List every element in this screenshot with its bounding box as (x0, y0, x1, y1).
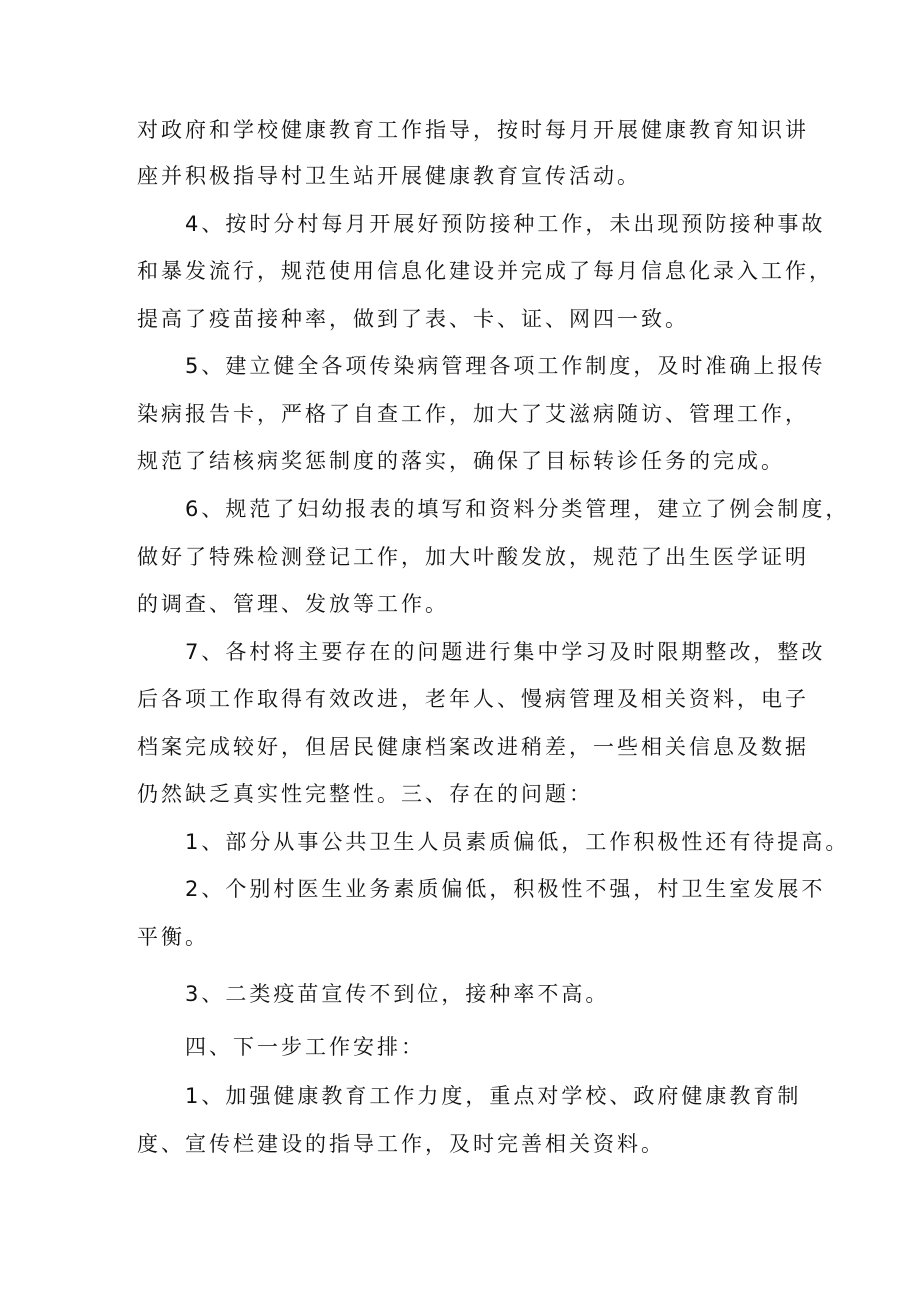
body-text-line: 提高了疫苗接种率，做到了表、卡、证、网四一致。 (137, 307, 689, 331)
plan-1-line: 1、加强健康教育工作力度，重点对学校、政府健康教育制 (185, 1084, 802, 1108)
body-text-line: 的调查、管理、发放等工作。 (137, 592, 449, 616)
body-text-line: 和暴发流行，规范使用信息化建设并完成了每月信息化录入工作， (137, 259, 833, 283)
paragraph-5-line: 5、建立健全各项传染病管理各项工作制度，及时准确上报传 (185, 354, 826, 378)
problem-1-line: 1、部分从事公共卫生人员素质偏低，工作积极性还有待提高。 (185, 830, 850, 854)
paragraph-4-line: 4、按时分村每月开展好预防接种工作，未出现预防接种事故 (185, 212, 826, 236)
body-text-line: 后各项工作取得有效改进，老年人、慢病管理及相关资料，电子 (137, 687, 809, 711)
body-text-line: 座并积极指导村卫生站开展健康教育宣传活动。 (137, 164, 641, 188)
body-text-line: 做好了特殊检测登记工作，加大叶酸发放，规范了出生医学证明 (137, 545, 809, 569)
body-text-line: 平衡。 (137, 925, 209, 949)
body-text-line: 对政府和学校健康教育工作指导，按时每月开展健康教育知识讲 (137, 118, 809, 142)
problem-2-line: 2、个别村医生业务素质偏低，积极性不强，村卫生室发展不 (185, 877, 826, 901)
body-text-line: 染病报告卡，严格了自查工作，加大了艾滋病随访、管理工作， (137, 402, 809, 426)
body-text-line: 仍然缺乏真实性完整性。三、存在的问题： (137, 782, 593, 806)
body-text-line: 档案完成较好，但居民健康档案改进稍差，一些相关信息及数据 (137, 735, 809, 759)
section-heading: 四、下一步工作安排： (185, 1035, 425, 1059)
body-text-line: 规范了结核病奖惩制度的落实，确保了目标转诊任务的完成。 (137, 449, 785, 473)
paragraph-7-line: 7、各村将主要存在的问题进行集中学习及时限期整改，整改 (185, 640, 826, 664)
problem-3-line: 3、二类疫苗宣传不到位，接种率不高。 (185, 982, 610, 1006)
paragraph-6-line: 6、规范了妇幼报表的填写和资料分类管理，建立了例会制度， (185, 497, 850, 521)
body-text-line: 度、宣传栏建设的指导工作，及时完善相关资料。 (137, 1132, 665, 1156)
